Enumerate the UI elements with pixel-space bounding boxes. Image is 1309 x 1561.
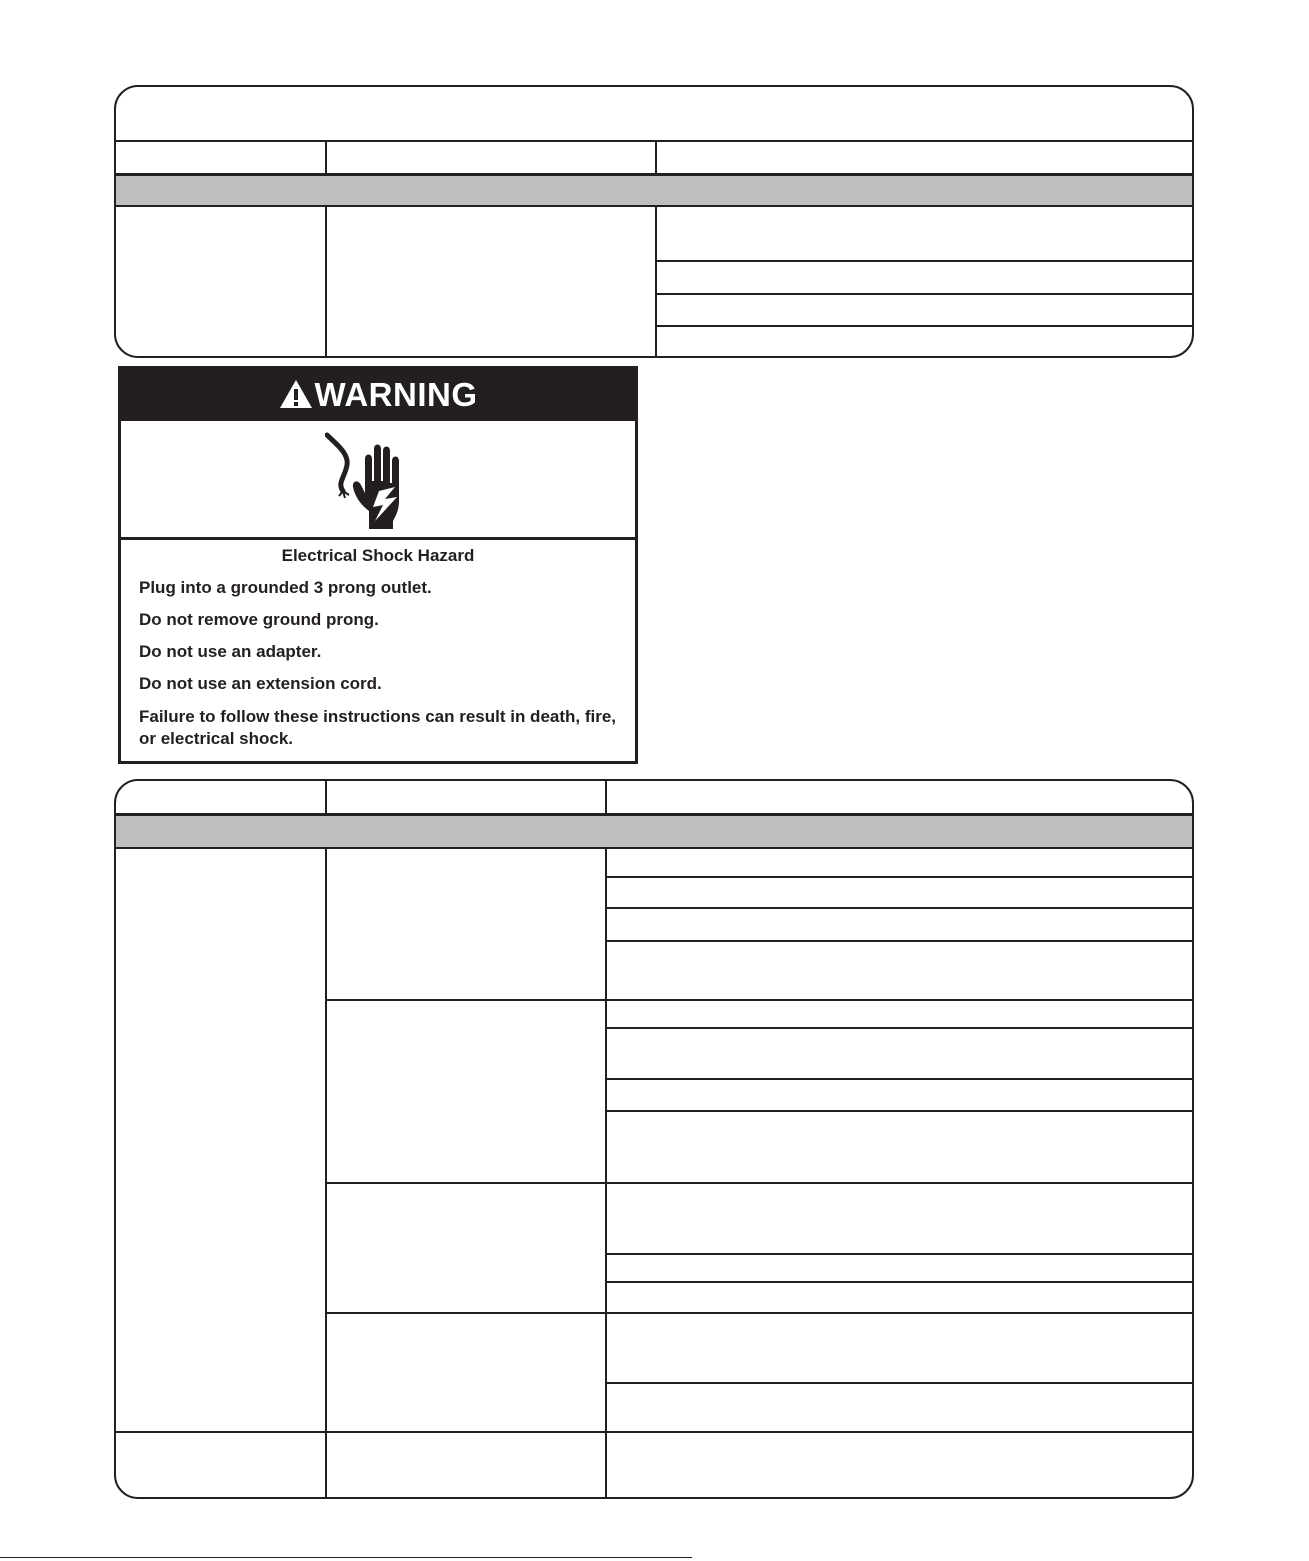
bottom-table-row-rule xyxy=(607,1078,1194,1080)
bottom-table-body-divider-1 xyxy=(325,849,327,1499)
top-table xyxy=(114,85,1194,358)
bottom-table-row-rule xyxy=(607,1281,1194,1283)
bottom-table-body-divider-2 xyxy=(605,849,607,1499)
hazard-title: Electrical Shock Hazard xyxy=(281,546,475,565)
warning-header xyxy=(121,369,635,421)
bottom-table-section-rule xyxy=(116,1431,1194,1433)
bottom-table-group-rule xyxy=(327,1182,1194,1184)
top-table-col-divider-2 xyxy=(655,142,657,177)
warning-instruction: Do not remove ground prong. xyxy=(139,610,379,629)
warning-instruction: Do not use an extension cord. xyxy=(139,674,382,693)
bottom-table-row-rule xyxy=(607,1110,1194,1112)
warning-instruction: Failure to follow these instructions can result in death, fire, or electrical shock. xyxy=(139,707,617,748)
bottom-table-group-rule xyxy=(327,1312,1194,1314)
top-table-body-divider-2 xyxy=(655,207,657,358)
warning-instruction: Plug into a grounded 3 prong outlet. xyxy=(139,578,432,597)
bottom-table-group-rule xyxy=(327,999,1194,1001)
bottom-table-row-rule xyxy=(607,876,1194,878)
top-table-row-rule xyxy=(657,325,1194,327)
bottom-table-row-rule xyxy=(607,907,1194,909)
top-table-body-divider-1 xyxy=(325,207,327,358)
warning-instruction: Do not use an adapter. xyxy=(139,642,322,661)
warning-body xyxy=(121,540,635,750)
bottom-table-row-rule xyxy=(607,1027,1194,1029)
bottom-table-row-rule xyxy=(607,940,1194,942)
bottom-table-row-rule xyxy=(607,1253,1194,1255)
bottom-table-col-divider-2 xyxy=(605,781,607,815)
footer-rule xyxy=(0,1557,692,1558)
bottom-table-row-rule xyxy=(607,1382,1194,1384)
warning-icon-area xyxy=(121,421,635,540)
top-table-row-rule xyxy=(657,293,1194,295)
top-table-section-band xyxy=(116,173,1194,207)
electrical-shock-hand-icon xyxy=(325,431,425,531)
bottom-table xyxy=(114,779,1194,1499)
warning-triangle-icon xyxy=(279,379,313,409)
warning-box xyxy=(118,366,638,764)
top-table-row-rule xyxy=(657,260,1194,262)
bottom-table-section-band xyxy=(116,813,1194,849)
top-table-col-divider-1 xyxy=(325,142,327,177)
warning-header-text: WARNING xyxy=(314,376,478,413)
bottom-table-col-divider-1 xyxy=(325,781,327,815)
